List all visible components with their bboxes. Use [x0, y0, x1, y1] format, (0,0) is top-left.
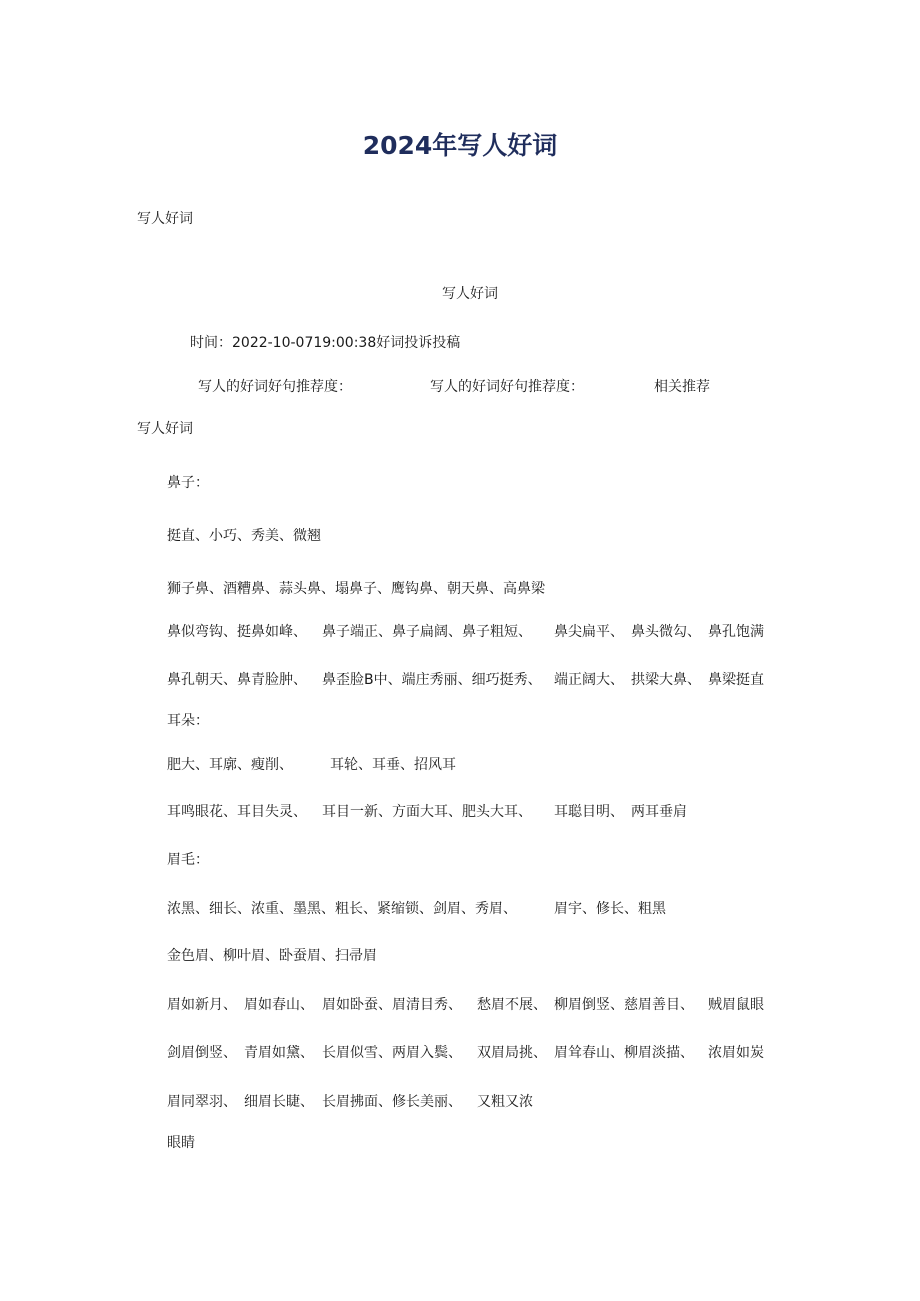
- recommend-item: 写人的好词好句推荐度：: [430, 379, 584, 395]
- brow-line-4: [0, 1043, 920, 1063]
- brow-heading: 眉毛：: [167, 852, 209, 868]
- word-group: 浓黑、细长、浓重、墨黑、粗长、紧缩锁、剑眉、秀眉、: [167, 901, 517, 917]
- word-group: 鼻孔饱满: [708, 624, 764, 640]
- word-group: 眉如新月、: [167, 997, 237, 1013]
- intro-label: 写人好词: [137, 211, 193, 227]
- meta-line: 时间：2022-10-0719:00:38好词投诉投稿: [190, 335, 461, 351]
- word-group: 鼻歪脸B中、端庄秀丽、细巧挺秀、: [322, 672, 542, 688]
- word-group: 鼻尖扁平、: [554, 624, 624, 640]
- section-title: 写人好词: [137, 421, 193, 437]
- word-group: 长眉似雪、两眉入鬓、: [322, 1045, 462, 1061]
- eye-heading: 眼睛: [167, 1135, 195, 1151]
- word-group: 两耳垂肩: [631, 804, 687, 820]
- word-group: 耳轮、耳垂、招风耳: [330, 757, 456, 773]
- word-group: 端正阔大、: [554, 672, 624, 688]
- word-group: 眉宇、修长、粗黑: [554, 901, 666, 917]
- word-group: 耳目一新、方面大耳、肥头大耳、: [322, 804, 532, 820]
- word-group: 柳眉倒竖、慈眉善目、: [554, 997, 694, 1013]
- brow-line-5: [0, 1092, 920, 1112]
- nose-line-3: [0, 622, 920, 642]
- related-recommend: 相关推荐: [654, 379, 710, 395]
- word-group: 眉如春山、: [244, 997, 314, 1013]
- ear-heading: 耳朵：: [167, 713, 209, 729]
- recommend-row: [0, 377, 920, 397]
- ear-line-1: [0, 755, 920, 775]
- word-group: 双眉局挑、: [477, 1045, 547, 1061]
- word-group: 贼眉鼠眼: [708, 997, 764, 1013]
- word-group: 鼻梁挺直: [708, 672, 764, 688]
- document-title: 2024年写人好词: [362, 131, 558, 160]
- ear-line-2: [0, 802, 920, 822]
- word-group: 拱梁大鼻、: [631, 672, 701, 688]
- brow-line-3: [0, 995, 920, 1015]
- nose-heading: 鼻子：: [167, 475, 209, 491]
- word-group: 眉如卧蚕、眉清目秀、: [322, 997, 462, 1013]
- recommend-item: 写人的好词好句推荐度：: [198, 379, 352, 395]
- word-group: 眉耸春山、柳眉淡描、: [554, 1045, 694, 1061]
- word-group: 肥大、耳廓、瘦削、: [167, 757, 293, 773]
- word-group: 青眉如黛、: [244, 1045, 314, 1061]
- word-group: 浓眉如炭: [708, 1045, 764, 1061]
- word-group: 鼻似弯钩、挺鼻如峰、: [167, 624, 307, 640]
- nose-line-2: 狮子鼻、酒糟鼻、蒜头鼻、塌鼻子、鹰钩鼻、朝天鼻、高鼻梁: [167, 581, 545, 597]
- word-group: 又粗又浓: [477, 1094, 533, 1110]
- word-group: 愁眉不展、: [477, 997, 547, 1013]
- word-group: 鼻孔朝天、鼻青脸肿、: [167, 672, 307, 688]
- word-group: 耳鸣眼花、耳目失灵、: [167, 804, 307, 820]
- word-group: 鼻子端正、鼻子扁阔、鼻子粗短、: [322, 624, 532, 640]
- word-group: 鼻头微勾、: [631, 624, 701, 640]
- sub-title: 写人好词: [442, 286, 498, 302]
- brow-line-2: 金色眉、柳叶眉、卧蚕眉、扫帚眉: [167, 948, 377, 964]
- nose-line-1: 挺直、小巧、秀美、微翘: [167, 528, 321, 544]
- nose-line-4: [0, 670, 920, 690]
- word-group: 长眉拂面、修长美丽、: [322, 1094, 462, 1110]
- word-group: 耳聪目明、: [554, 804, 624, 820]
- word-group: 细眉长睫、: [244, 1094, 314, 1110]
- word-group: 眉同翠羽、: [167, 1094, 237, 1110]
- brow-line-1: [0, 899, 920, 919]
- word-group: 剑眉倒竖、: [167, 1045, 237, 1061]
